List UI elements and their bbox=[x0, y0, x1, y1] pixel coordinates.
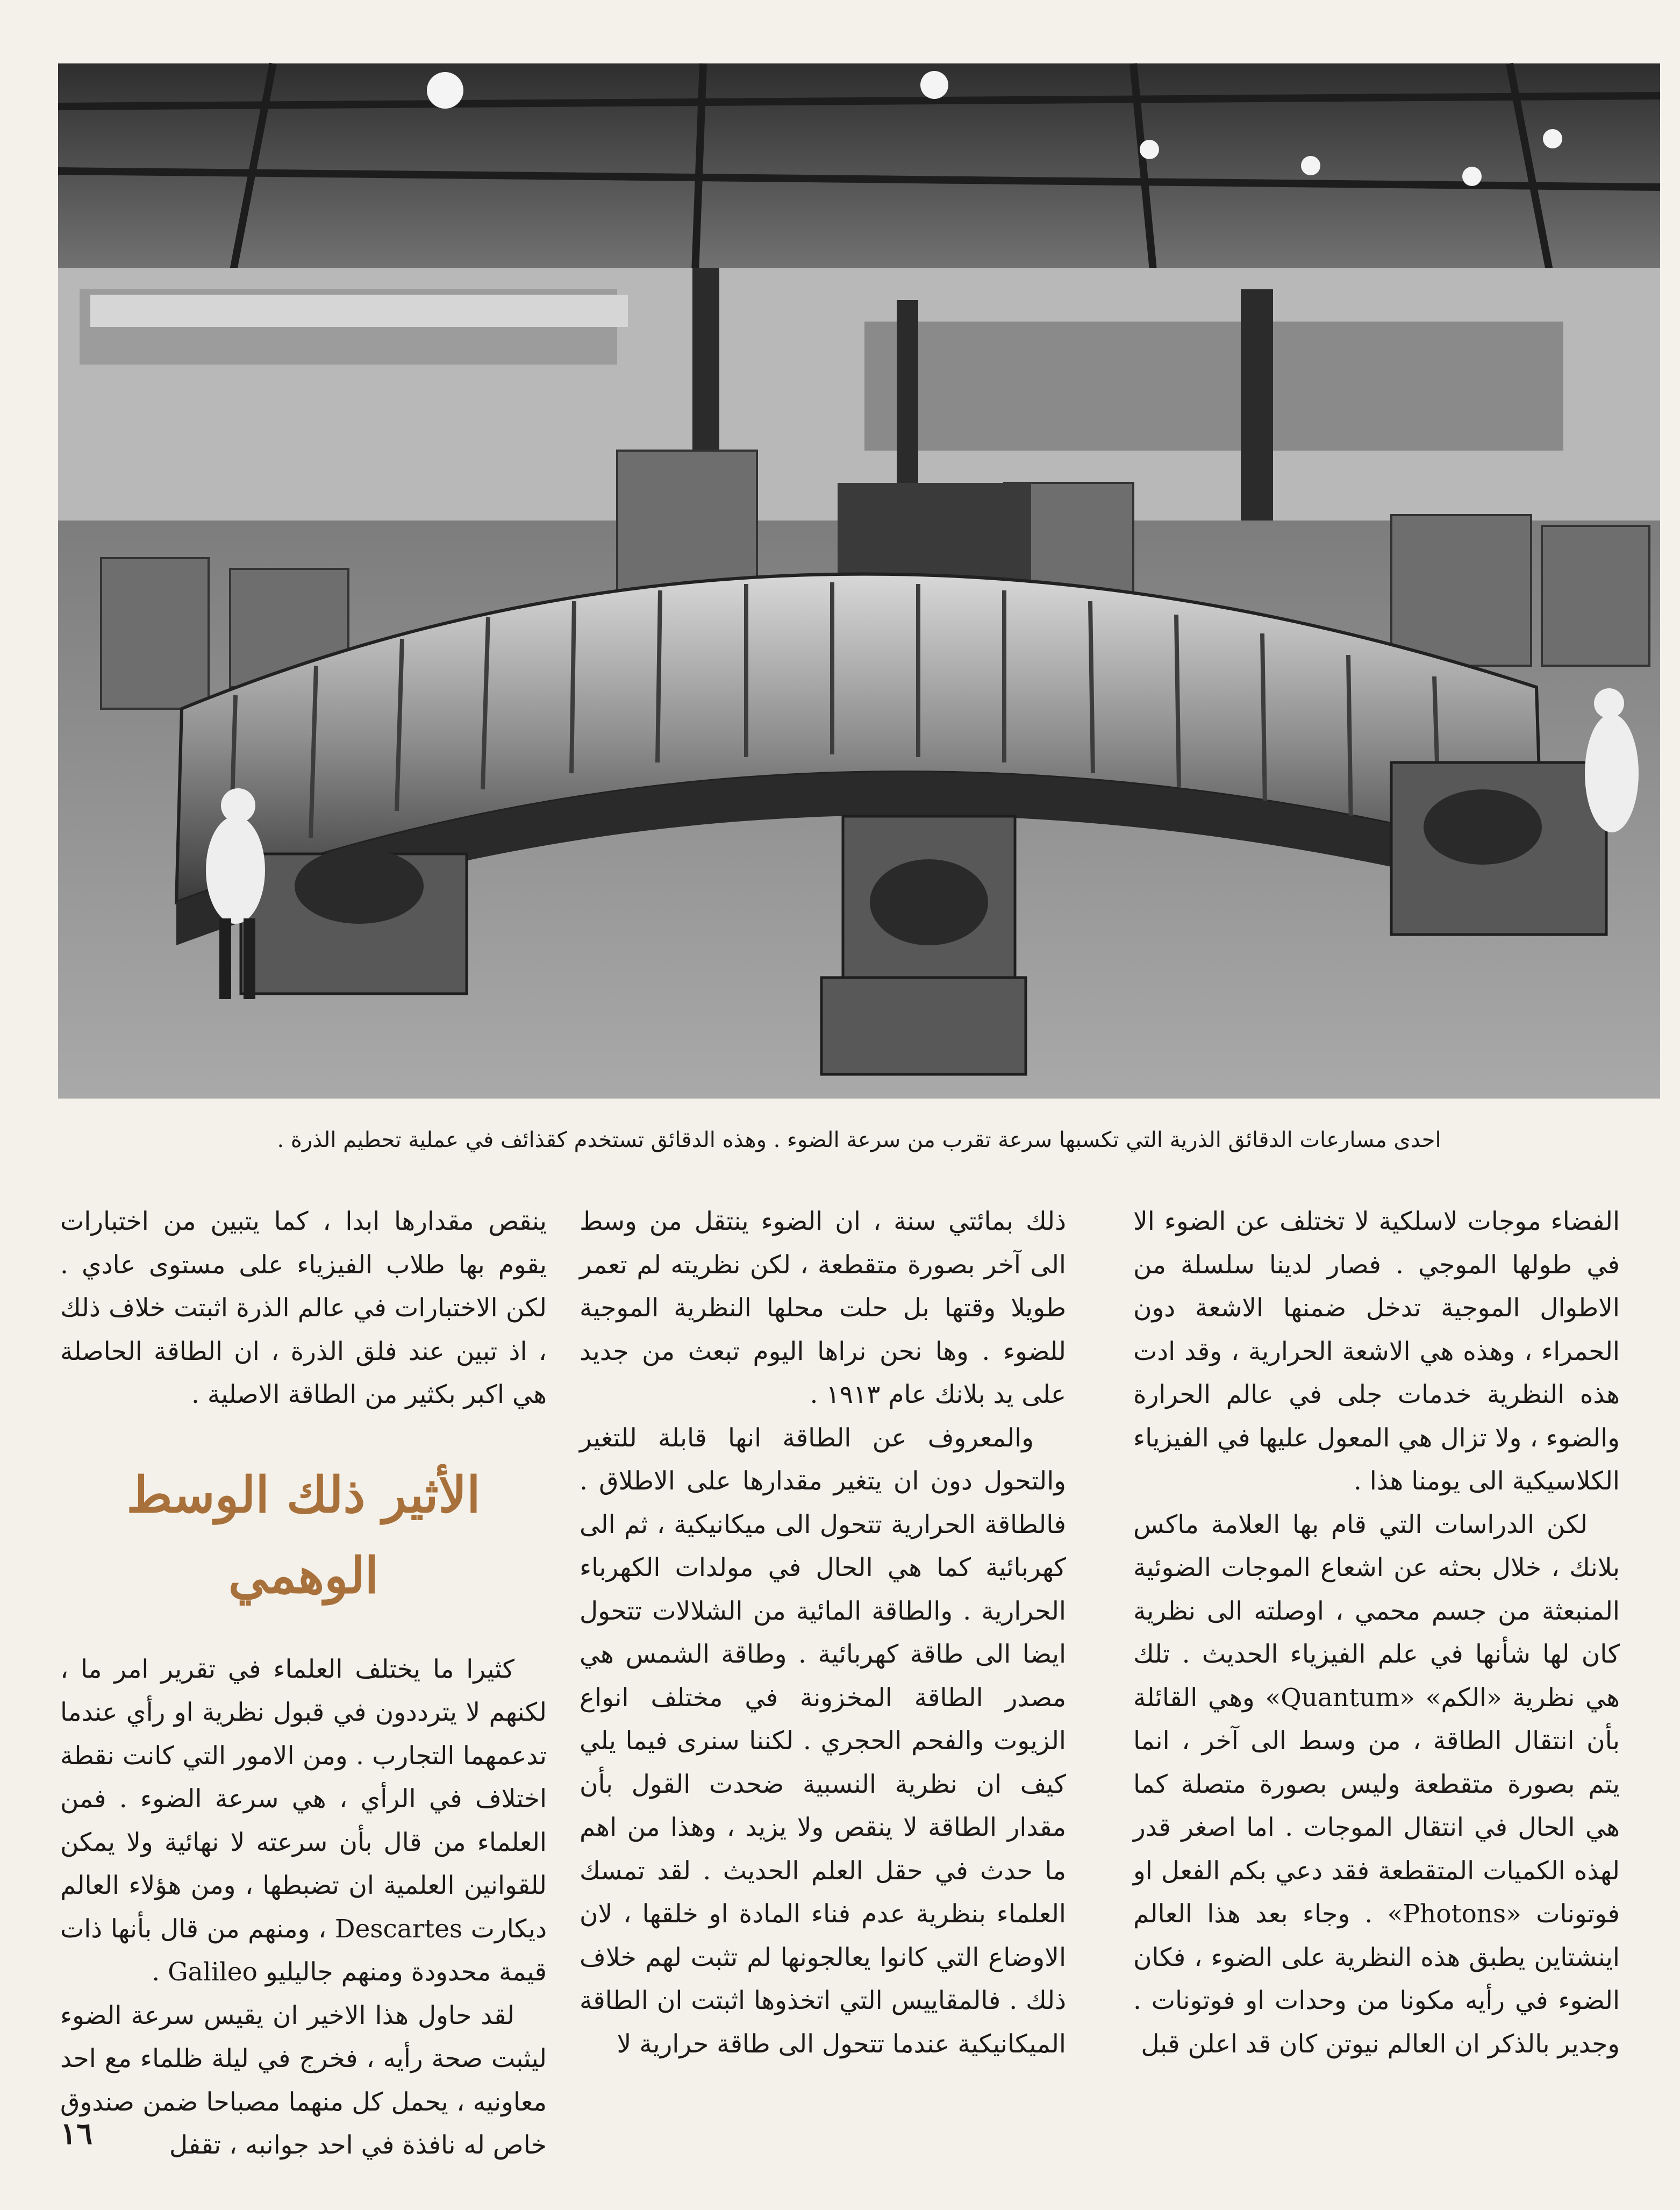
paragraph: الفضاء موجات لاسلكية لا تختلف عن الضوء الا في طولها الموجي . فصار لدينا سلسلة من الاطوال الموجية تدخل ضمنها الاشعة دون الحمراء ، وهذه هي الاشعة الحرارية ، وقد ادت هذه النظرية خدمات جلى في عالم الحرارة والضوء ، ولا تزال هي المعول عليها في الفيزياء الكلاسيكية الى يومنا هذا . bbox=[1133, 1207, 1620, 1496]
text-column-right bbox=[1133, 1200, 1620, 2093]
paragraph: لقد حاول هذا الاخير ان يقيس سرعة الضوء ليثبت صحة رأيه ، فخرج في ليلة ظلماء مع احد معاونيه ، يحمل كل منهما مصباحا ضمن صندوق خاص له نافذة في احد جوانبه ، تقفل bbox=[60, 2000, 547, 2160]
paragraph: لكن الدراسات التي قام بها العلامة ماكس بلانك ، خلال بحثه عن اشعاع الموجات الضوئية المنبعثة من جسم محمي ، اوصلته الى نظرية كان لها شأنها في علم الفيزياء الحديث . تلك هي نظرية «الكم» «Quantum» وهي القائلة بأن انتقال الطاقة ، من وسط الى آخر ، انما يتم بصورة متقطعة وليس بصورة متصلة كما هي الحال في انتقال الموجات . اما اصغر قدر لهذه الكميات المتقطعة فقد دعي بكم الفعل او فوتونات «Photons» . وجاء بعد هذا العالم اينشتاين يطبق هذه النظرية على الضوء ، فكان الضوء في رأيه مكونا من وحدات او فوتونات . وجدير بالذكر ان العالم نيوتن كان قد اعلن قبل bbox=[1133, 1509, 1620, 2059]
paragraph: ذلك بمائتي سنة ، ان الضوء ينتقل من وسط الى آخر بصورة متقطعة ، لكن نظريته لم تعمر طويلا وقتها بل حلت محلها النظرية الموجية للضوء . وها نحن نراها اليوم تبعث من جديد على يد بلانك عام ١٩١٣ . bbox=[580, 1207, 1066, 1409]
paragraph: كثيرا ما يختلف العلماء في تقرير امر ما ، لكنهم لا يترددون في قبول نظرية او رأي عندما تدعمهما التجارب . ومن الامور التي كانت نقطة اختلاف في الرأي ، هي سرعة الضوء . فمن العلماء من قال بأن سرعته لا نهائية ولا يمكن للقوانين العلمية ان تضبطها ، ومن هؤلاء العالم ديكارت Descartes ، ومنهم من قال بأنها ذات قيمة محدودة ومنهم جاليليو Galileo . bbox=[60, 1654, 547, 1987]
paragraph: ينقص مقدارها ابدا ، كما يتبين من اختبارات يقوم بها طلاب الفيزياء على مستوى عادي . لكن الاختبارات في عالم الذرة اثبتت خلاف ذلك ، اذ تبين عند فلق الذرة ، ان الطاقة الحاصلة هي اكبر بكثير من الطاقة الاصلية . bbox=[60, 1207, 547, 1409]
section-heading: الأثير ذلك الوسط الوهمي bbox=[126, 1465, 481, 1605]
page-number: ١٦ bbox=[60, 2116, 93, 2151]
accelerator-photo bbox=[58, 63, 1660, 1099]
photo-caption: احدى مسارعات الدقائق الذرية التي تكسبها سرعة تقرب من سرعة الضوء . وهذه الدقائق تستخدم كقذائف في عملية تحطيم الذرة . bbox=[277, 1128, 1441, 1152]
text-column-middle bbox=[580, 1200, 1066, 2093]
paragraph: والمعروف عن الطاقة انها قابلة للتغير والتحول دون ان يتغير مقدارها على الاطلاق . فالطاقة الحرارية تتحول الى ميكانيكية ، ثم الى كهربائية كما هي الحال في مولدات الكهرباء الحرارية . والطاقة المائية من الشلالات تتحول ايضا الى طاقة كهربائية . وطاقة الشمس هي مصدر الطاقة المخزونة في مختلف انواع الزيوت والفحم الحجري . لكننا سنرى فيما يلي كيف ان نظرية النسبية ضحدت القول بأن مقدار الطاقة لا ينقص ولا يزيد ، وهذا من اهم ما حدث في حقل العلم الحديث . لقد تمسك العلماء بنظرية عدم فناء المادة او خلقها ، لان الاوضاع التي كانوا يعالجونها لم تثبت لهم خلاف ذلك . فالمقاييس التي اتخذوها اثبتت ان الطاقة الميكانيكية عندما تتحول الى طاقة حرارية لا bbox=[580, 1423, 1066, 2059]
